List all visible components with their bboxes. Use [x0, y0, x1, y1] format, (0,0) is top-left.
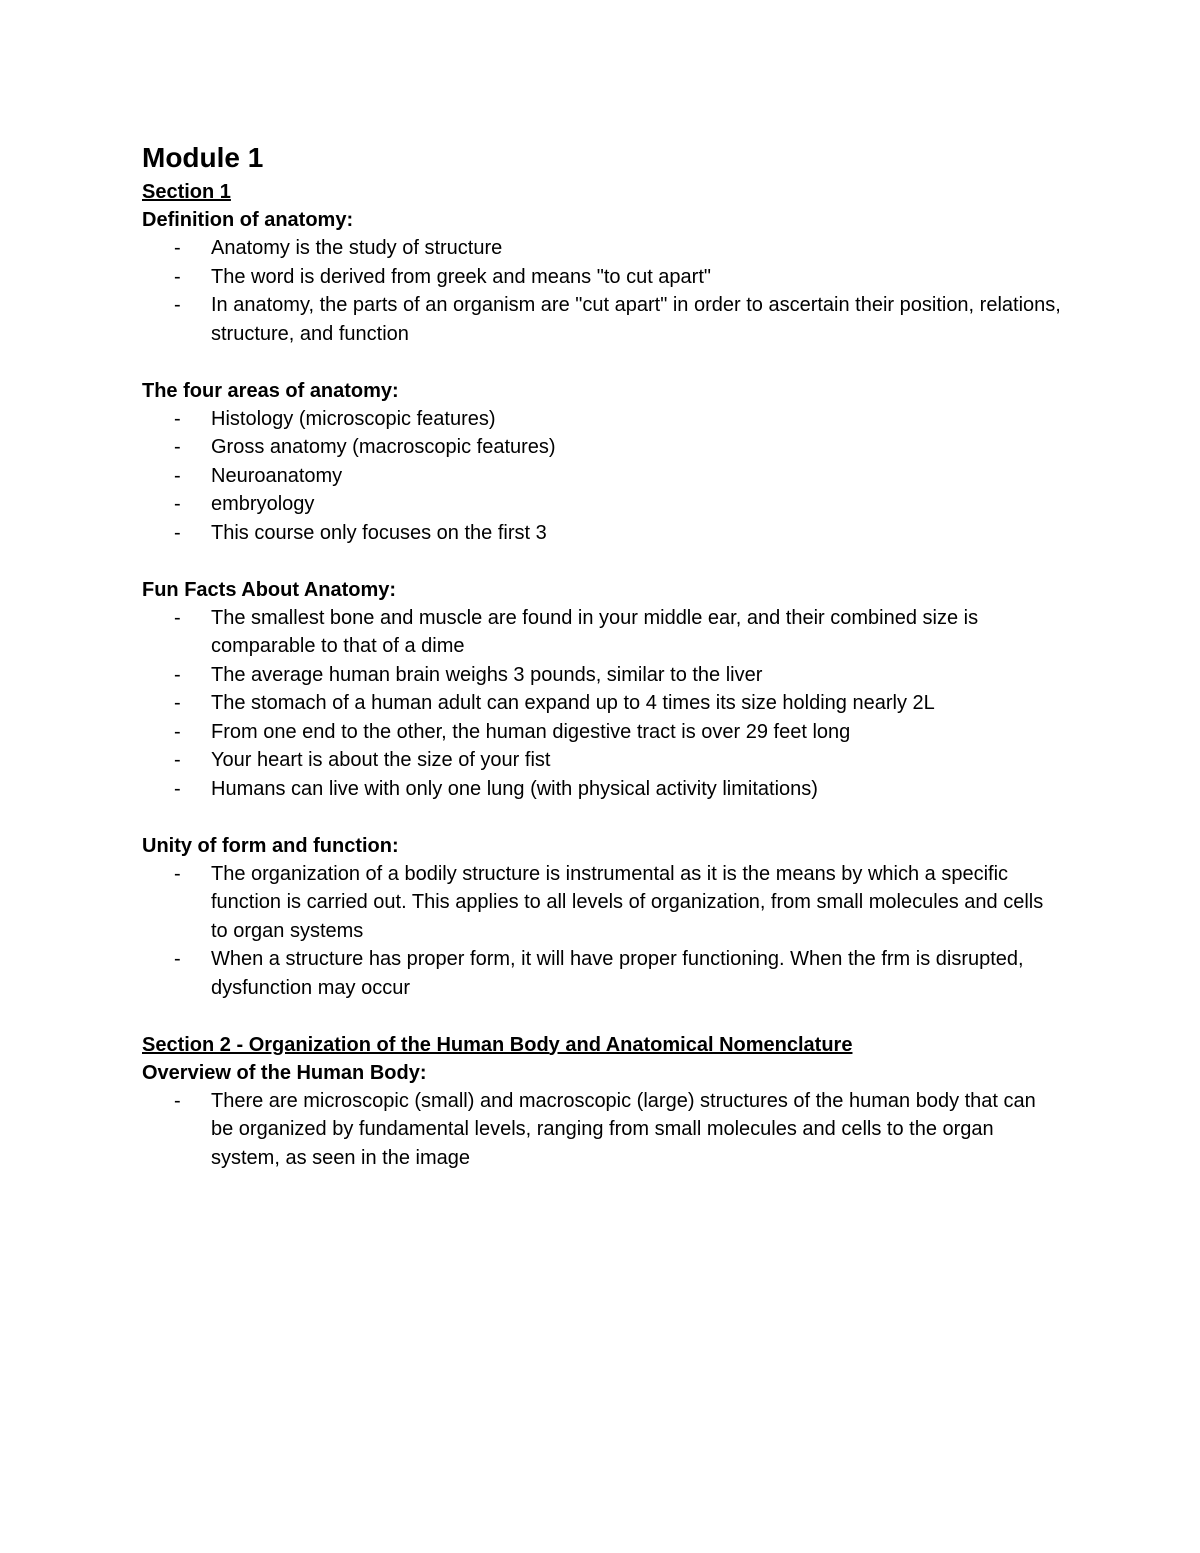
bullet-dash: -	[174, 948, 181, 970]
list-item-text: Humans can live with only one lung (with physical activity limitations)	[211, 777, 818, 800]
bullet-dash: -	[174, 692, 181, 714]
bullet-dash: -	[174, 464, 181, 487]
list-item	[142, 718, 1062, 747]
list-item-text: Anatomy is the study of structure	[211, 237, 503, 259]
bullet-dash: -	[174, 1089, 181, 1112]
topic-heading-unity: Unity of form and function:	[142, 834, 399, 857]
list-item	[142, 519, 1062, 548]
list-item	[142, 604, 1062, 661]
bullet-list-four-areas	[142, 405, 1062, 548]
bullet-dash: -	[174, 521, 181, 544]
list-item-text: Gross anatomy (macroscopic features)	[211, 436, 556, 458]
topic-heading-four-areas: The four areas of anatomy:	[142, 379, 399, 402]
bullet-dash: -	[174, 493, 181, 515]
list-item-text: When a structure has proper form, it will have proper functioning. When the frm is disrupted, dysfunction may occur	[211, 948, 1024, 999]
list-item	[142, 1087, 1062, 1173]
bullet-dash: -	[174, 862, 181, 885]
section-2-heading: Section 2 - Organization of the Human Body and Anatomical Nomenclature	[142, 1033, 853, 1056]
module-title: Module 1	[142, 142, 264, 173]
bullet-dash: -	[174, 294, 181, 316]
bullet-list-definition	[142, 234, 1062, 348]
list-item-text: Neuroanatomy	[211, 464, 343, 487]
list-item	[142, 291, 1062, 348]
spacer	[142, 1002, 1062, 1031]
bullet-dash: -	[174, 777, 181, 800]
list-item	[142, 661, 1062, 690]
list-item-text: This course only focuses on the first 3	[211, 521, 547, 544]
list-item-text: There are microscopic (small) and macroscopic (large) structures of the human body that can be organized by fundamental levels, ranging from small molecules and cells to the organ system, as seen in the image	[211, 1089, 1036, 1169]
bullet-dash: -	[174, 407, 181, 430]
list-item-text: The word is derived from greek and means "to cut apart"	[211, 265, 711, 288]
list-item-text: The organization of a bodily structure is instrumental as it is the means by which a specific function is carried out. This applies to all levels of organization, from small molecules and cells to organ systems	[211, 862, 1044, 942]
bullet-dash: -	[174, 606, 181, 629]
list-item	[142, 433, 1062, 462]
bullet-list-unity	[142, 860, 1062, 1003]
list-item-text: From one end to the other, the human digestive tract is over 29 feet long	[211, 720, 851, 743]
list-item	[142, 689, 1062, 718]
list-item-text: The stomach of a human adult can expand up to 4 times its size holding nearly 2L	[211, 692, 935, 714]
list-item-text: The average human brain weighs 3 pounds, similar to the liver	[211, 663, 763, 686]
spacer	[142, 348, 1062, 377]
bullet-list-fun-facts	[142, 604, 1062, 804]
list-item	[142, 775, 1062, 804]
list-item-text: Your heart is about the size of your fist	[211, 749, 551, 771]
document-page	[142, 138, 1062, 1172]
spacer	[142, 547, 1062, 576]
bullet-list-overview	[142, 1087, 1062, 1173]
section-1-heading: Section 1	[142, 181, 231, 203]
bullet-dash: -	[174, 265, 181, 288]
list-item	[142, 462, 1062, 491]
bullet-dash: -	[174, 436, 181, 458]
spacer	[142, 803, 1062, 832]
list-item-text: Histology (microscopic features)	[211, 407, 496, 430]
topic-heading-fun-facts: Fun Facts About Anatomy:	[142, 578, 397, 601]
bullet-dash: -	[174, 749, 181, 771]
bullet-dash: -	[174, 720, 181, 743]
list-item	[142, 490, 1062, 519]
list-item	[142, 405, 1062, 434]
list-item	[142, 234, 1062, 263]
bullet-dash: -	[174, 663, 181, 686]
list-item	[142, 746, 1062, 775]
bullet-dash: -	[174, 237, 181, 259]
list-item	[142, 860, 1062, 946]
list-item-text: The smallest bone and muscle are found in your middle ear, and their combined size is comparable to that of a dime	[211, 606, 979, 657]
list-item	[142, 945, 1062, 1002]
topic-heading-overview: Overview of the Human Body:	[142, 1061, 427, 1084]
topic-heading-definition: Definition of anatomy:	[142, 209, 354, 231]
list-item-text: embryology	[211, 493, 315, 515]
list-item-text: In anatomy, the parts of an organism are "cut apart" in order to ascertain their position, relations, structure, and function	[211, 294, 1061, 345]
list-item	[142, 263, 1062, 292]
